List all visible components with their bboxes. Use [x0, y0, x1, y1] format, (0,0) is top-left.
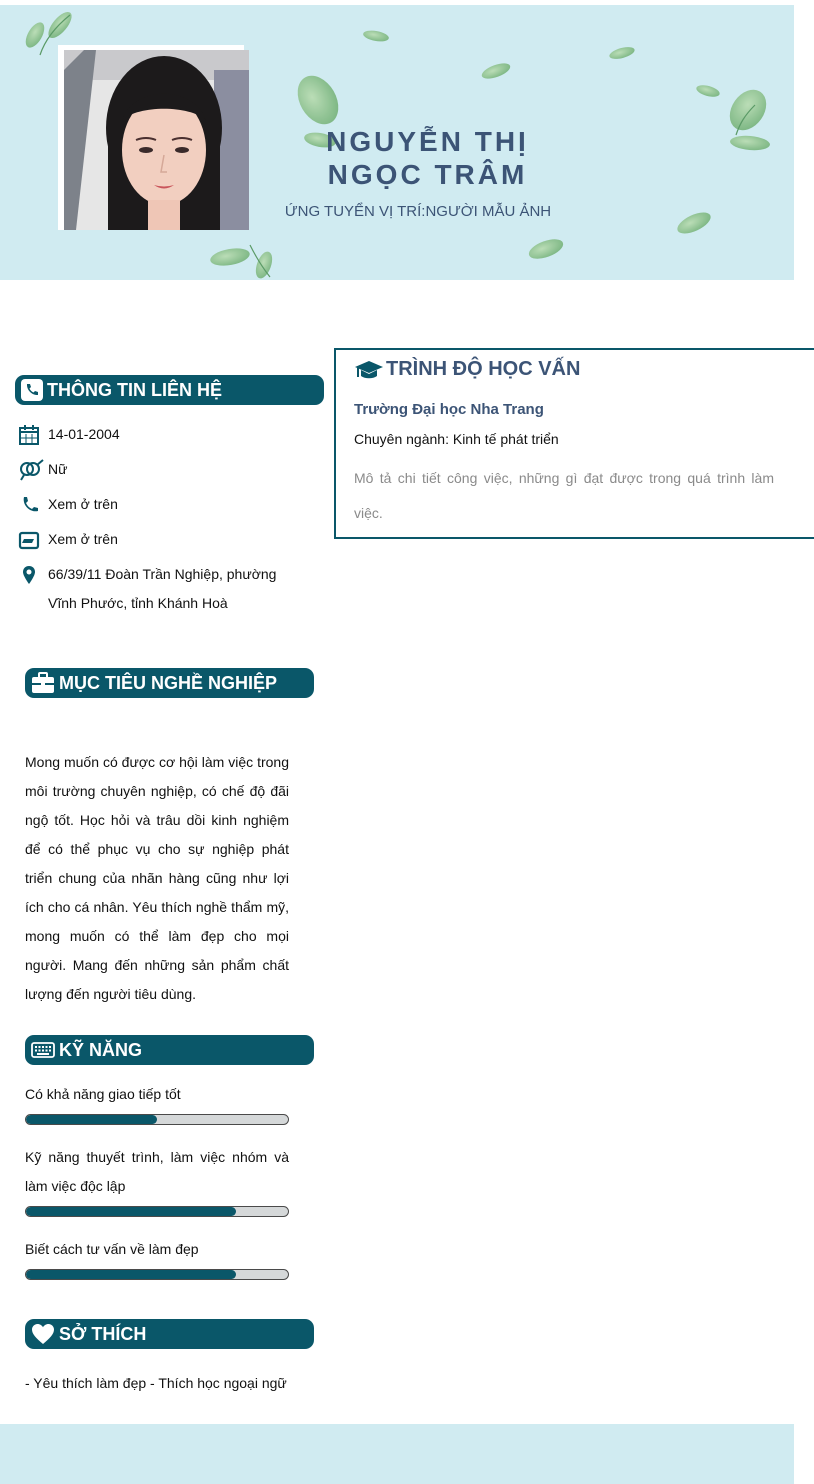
hobbies-text: - Yêu thích làm đẹp - Thích học ngoại ngữ	[25, 1375, 287, 1391]
education-section-title: TRÌNH ĐỘ HỌC VẤN	[386, 358, 581, 380]
birthdate-value: 14-01-2004	[48, 426, 120, 442]
education-section-header	[354, 358, 580, 381]
contact-email-row	[18, 525, 298, 554]
skill-bar-fill-2	[26, 1207, 236, 1216]
gender-value: Nữ	[48, 461, 68, 477]
skill-bar-fill-1	[26, 1115, 157, 1124]
graduation-cap-icon	[354, 359, 384, 381]
skill-label-3: Biết cách tư vấn về làm đẹp	[25, 1241, 199, 1257]
keyboard-icon	[31, 1041, 55, 1059]
address-value: 66/39/11 Đoàn Trần Nghiệp, phường Vĩnh Phước, tỉnh Khánh Hoà	[48, 566, 277, 611]
skill-label-1: Có khả năng giao tiếp tốt	[25, 1086, 181, 1102]
contact-section-title: THÔNG TIN LIÊN HỆ	[47, 379, 222, 400]
email-icon	[18, 525, 48, 554]
footer-band	[0, 1424, 794, 1484]
skill-label-2: Kỹ năng thuyết trình, làm việc nhóm và làm việc độc lập	[25, 1149, 289, 1194]
objective-text: Mong muốn có được cơ hội làm việc trong môi trường chuyên nghiệp, có chế độ đãi ngộ tốt. Học hỏi và trâu dồi kinh nghiệm để có thể phục vụ cho sự nghiệp phát triển chung của nhãn hàng cũng như lợi ích cho cá nhân. Yêu thích nghề thẩm mỹ, mong muốn có thể làm đẹp cho mọi người. Mang đến những sản phẩm chất lượng đến người tiêu dùng.	[25, 754, 289, 1002]
contact-gender-row	[18, 455, 298, 484]
gender-icon	[18, 455, 48, 484]
phone-value[interactable]: Xem ở trên	[48, 496, 118, 512]
objective-section-header	[25, 668, 314, 698]
phone-icon	[18, 490, 48, 519]
contact-birthdate-row	[18, 420, 298, 449]
email-value[interactable]: Xem ở trên	[48, 531, 118, 547]
contact-section-header	[15, 375, 324, 405]
education-description: Mô tả chi tiết công việc, những gì đạt được trong quá trình làm việc.	[354, 470, 774, 521]
portrait-image	[64, 50, 249, 230]
skill-bar-1	[25, 1114, 289, 1125]
location-icon	[18, 560, 48, 589]
contact-address-row	[18, 560, 298, 618]
hobbies-section-header	[25, 1319, 314, 1349]
skill-bar-2	[25, 1206, 289, 1217]
phone-square-icon	[21, 379, 43, 401]
heart-icon	[31, 1323, 55, 1345]
hobbies-section-title: SỞ THÍCH	[59, 1323, 147, 1344]
skill-bar-3	[25, 1269, 289, 1280]
skills-section-header	[25, 1035, 314, 1065]
contact-phone-row	[18, 490, 298, 519]
applied-position: ỨNG TUYỂN VỊ TRÍ:NGƯỜI MẪU ẢNH	[284, 203, 552, 220]
candidate-name	[290, 125, 565, 191]
skills-section-title: KỸ NĂNG	[59, 1039, 143, 1060]
name-line-2: NGỌC TRÂM	[327, 159, 528, 190]
skill-bar-fill-3	[26, 1270, 236, 1279]
briefcase-icon	[31, 672, 55, 694]
education-school: Trường Đại học Nha Trang	[354, 401, 544, 418]
education-major: Chuyên ngành: Kinh tế phát triển	[354, 431, 559, 447]
calendar-icon	[18, 420, 48, 449]
objective-section-title: MỤC TIÊU NGHỀ NGHIỆP	[59, 672, 278, 693]
profile-photo	[64, 50, 249, 230]
name-line-1: NGUYỄN THỊ	[326, 126, 529, 157]
header-banner	[0, 5, 794, 280]
